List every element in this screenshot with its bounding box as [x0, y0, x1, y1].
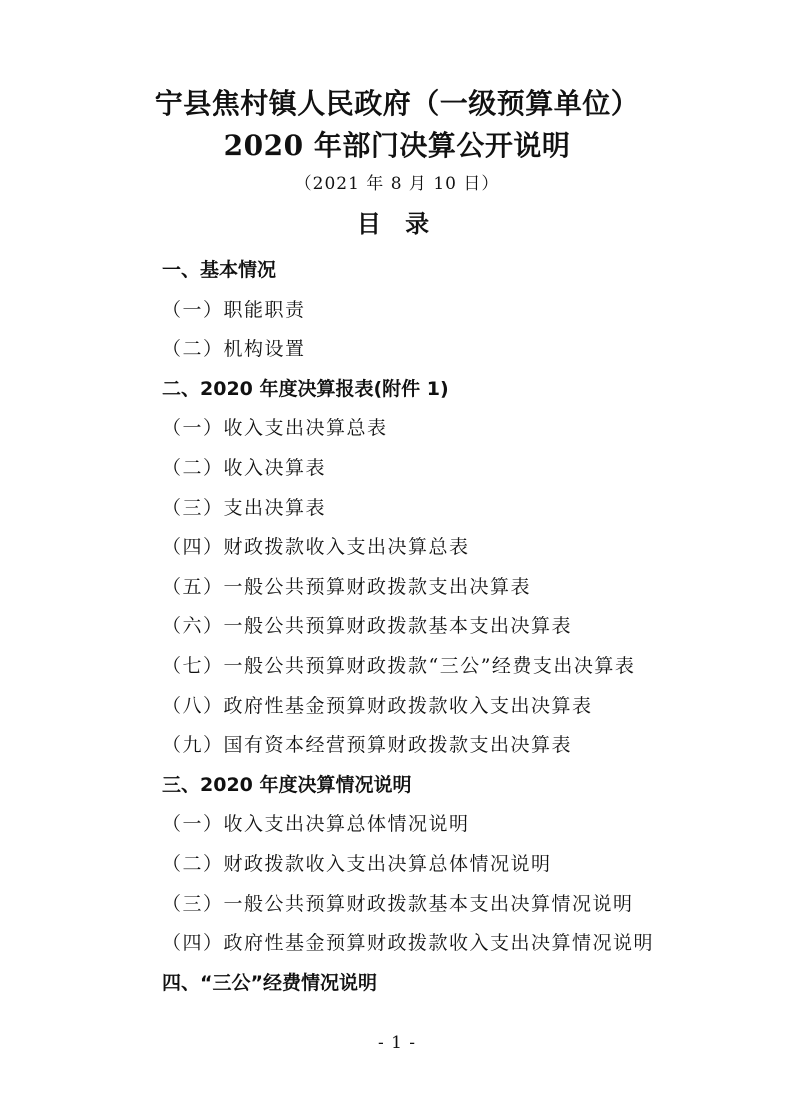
toc-subsection-item: （三）一般公共预算财政拨款基本支出决算情况说明: [162, 892, 634, 915]
toc-subsection-item: （一）职能职责: [162, 298, 306, 321]
toc-subsection-item: （九）国有资本经营预算财政拨款支出决算表: [162, 734, 573, 757]
toc-subsection-item: （二）机构设置: [162, 338, 306, 361]
toc-section-heading: 一、基本情况: [162, 259, 277, 281]
toc-section-heading: 二、2020 年度决算报表(附件 1): [162, 377, 449, 400]
table-of-contents: [162, 251, 762, 1003]
toc-section-heading: 四、“三公”经费情况说明: [162, 971, 377, 994]
page-number: - 1 -: [377, 1033, 417, 1053]
toc-subsection-item: （一）收入支出决算总表: [162, 417, 388, 440]
toc-subsection-item: （七）一般公共预算财政拨款“三公”经费支出决算表: [162, 654, 636, 677]
toc-subsection-item: （八）政府性基金预算财政拨款收入支出决算表: [162, 694, 593, 717]
document-date: （2021 年 8 月 10 日）: [294, 174, 500, 194]
toc-heading: 目 录: [356, 209, 438, 238]
toc-section-heading: 三、2020 年度决算情况说明: [162, 773, 412, 796]
toc-subsection-item: （五）一般公共预算财政拨款支出决算表: [162, 575, 532, 598]
toc-subsection-item: （三）支出决算表: [162, 496, 327, 519]
toc-subsection-item: （四）政府性基金预算财政拨款收入支出决算情况说明: [162, 932, 655, 955]
toc-subsection-item: （六）一般公共预算财政拨款基本支出决算表: [162, 615, 573, 638]
toc-subsection-item: （二）收入决算表: [162, 456, 327, 479]
toc-subsection-item: （二）财政拨款收入支出决算总体情况说明: [162, 852, 552, 875]
document-title-line-2: 2020 年部门决算公开说明: [223, 129, 571, 162]
toc-subsection-item: （一）收入支出决算总体情况说明: [162, 813, 470, 836]
toc-subsection-item: （四）财政拨款收入支出决算总表: [162, 536, 470, 559]
document-title-line-1: 宁县焦村镇人民政府（一级预算单位）: [154, 87, 640, 120]
